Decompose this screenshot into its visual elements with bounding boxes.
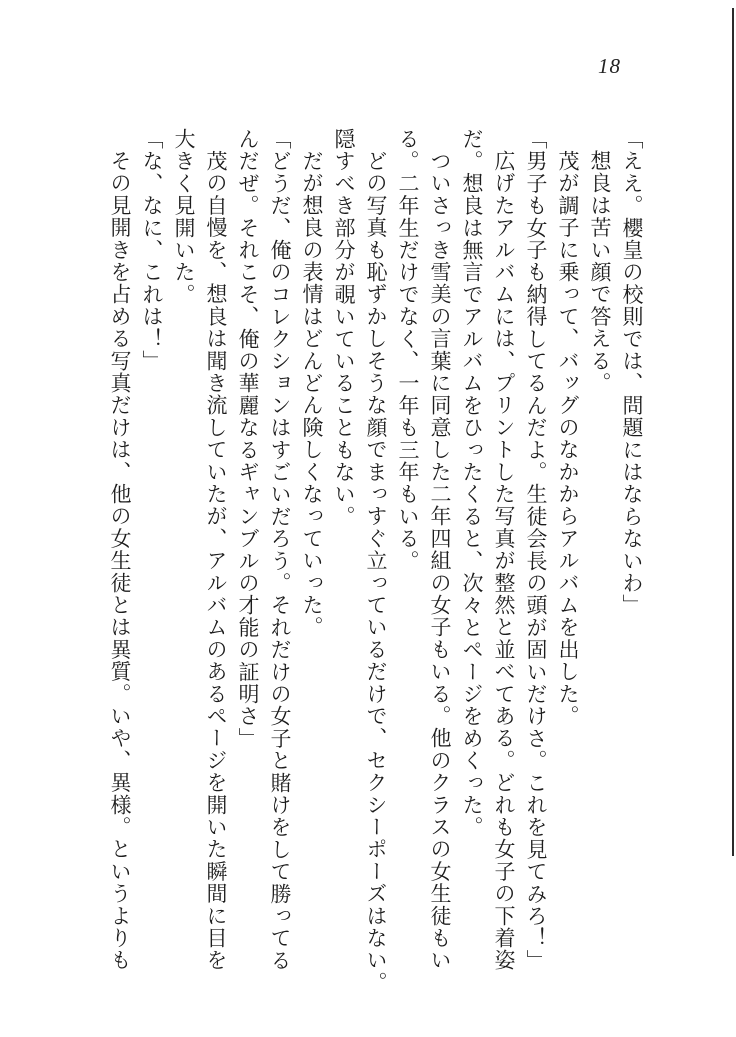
text-line: 隠すべき部分が覗いていることもない。 <box>332 128 356 528</box>
text-columns <box>100 128 648 994</box>
page-number: 18 <box>598 54 621 78</box>
text-line: 「どうだ、俺のコレクションはすごいだろう。それだけの女子と賭けをして勝ってる <box>268 128 292 972</box>
text-line: 「ええ。櫻皇の校則では、問題にはならないわ」 <box>620 128 644 617</box>
scan-edge-line <box>732 8 734 856</box>
text-line: る。二年生だけでなく、一年も三年もいる。 <box>396 128 420 572</box>
text-line: その見開きを占める写真だけは、他の女生徒とは異質。いや、異様。というよりも <box>108 150 132 972</box>
text-line: 茂の自慢を、想良は聞き流していたが、アルバムのあるページを開いた瞬間に目を <box>204 150 228 972</box>
text-line: 大きく見開いた。 <box>172 128 196 306</box>
text-line: だ。想良は無言でアルバムをひったくると、次々とページをめくった。 <box>460 128 484 839</box>
text-line: 「男子も女子も納得してるんだよ。生徒会長の頭が固いだけさ。これを見てみろ！」 <box>524 128 548 972</box>
text-line: 想良は苦い顔で答える。 <box>588 150 612 395</box>
text-line: だが想良の表情はどんどん険しくなっていった。 <box>300 150 324 639</box>
text-line: ついさっき雪美の言葉に同意した二年四組の女子もいる。他のクラスの女生徒もい <box>428 150 452 972</box>
text-line: どの写真も恥ずかしそうな顔でまっすぐ立っているだけで、セクシーポーズはない。 <box>364 150 388 994</box>
text-line: 広げたアルバムには、プリントした写真が整然と並べてある。どれも女子の下着姿 <box>492 150 516 972</box>
text-line: 「な、なに、これは！」 <box>140 128 164 373</box>
text-line: んだぜ。それこそ、俺の華麗なるギャンブルの才能の証明さ」 <box>236 128 260 750</box>
text-line: 茂が調子に乗って、バッグのなかからアルバムを出した。 <box>556 150 580 728</box>
